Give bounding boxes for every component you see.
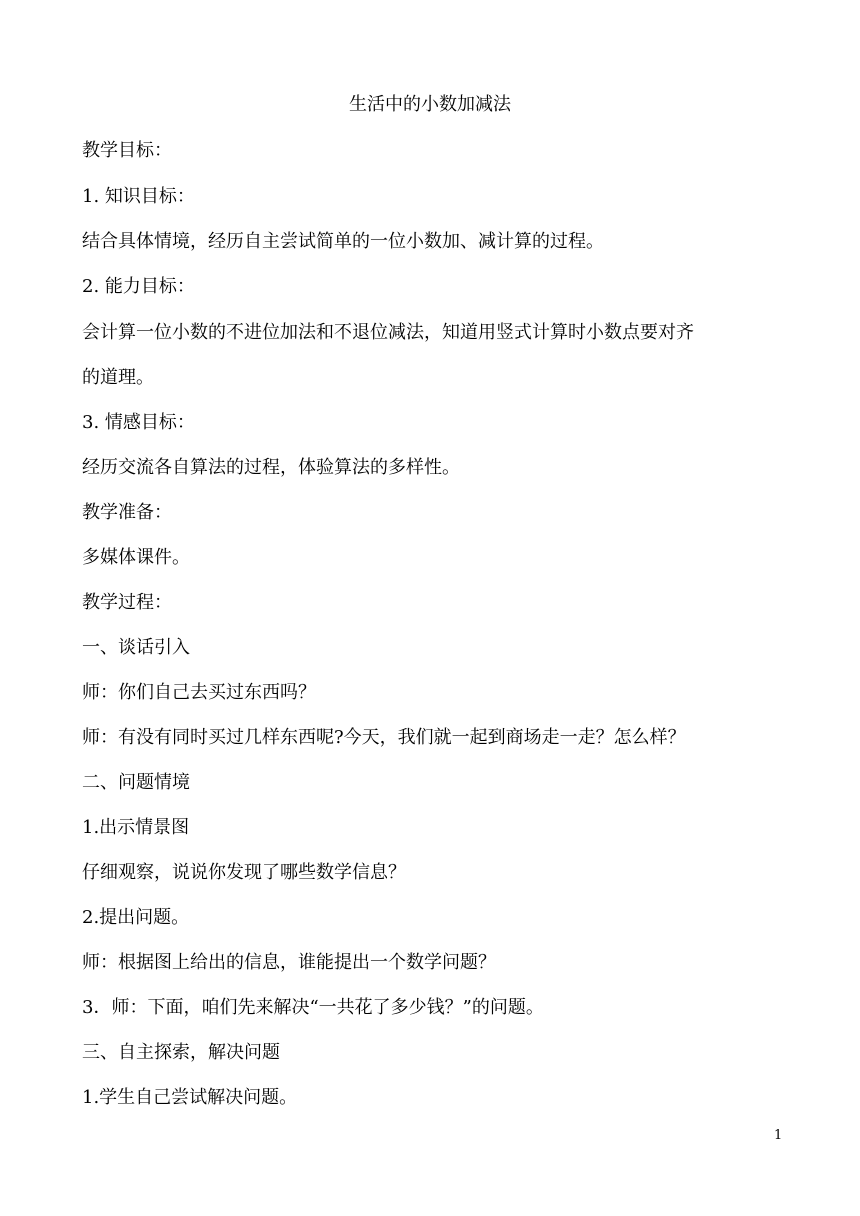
text-line: 师：有没有同时买过几样东西呢?今天，我们就一起到商场走一走？怎么样？ <box>82 727 686 748</box>
text-line: 三、自主探索，解决问题 <box>82 1042 280 1063</box>
text-line: 1.学生自己尝试解决问题。 <box>82 1087 298 1108</box>
document-title: 生活中的小数加减法 <box>349 94 511 115</box>
text-line: 的道理。 <box>82 367 154 388</box>
text-line: 2.提出问题。 <box>82 907 190 928</box>
text-line: 仔细观察，说说你发现了哪些数学信息？ <box>82 862 406 883</box>
text-line: 1. 知识目标： <box>82 186 195 207</box>
text-line: 教学目标： <box>82 140 172 161</box>
text-line: 1.出示情景图 <box>82 817 190 838</box>
text-line: 会计算一位小数的不进位加法和不退位减法，知道用竖式计算时小数点要对齐 <box>82 322 694 343</box>
text-line: 师：你们自己去买过东西吗？ <box>82 682 316 703</box>
text-line: 3．师：下面，咱们先来解决“一共花了多少钱？”的问题。 <box>82 997 544 1018</box>
page-number: 1 <box>774 1128 783 1143</box>
text-line: 3. 情感目标： <box>82 412 195 433</box>
text-line: 一、谈话引入 <box>82 637 190 658</box>
text-line: 多媒体课件。 <box>82 547 190 568</box>
text-line: 师：根据图上给出的信息，谁能提出一个数学问题？ <box>82 952 496 973</box>
text-line: 结合具体情境，经历自主尝试简单的一位小数加、减计算的过程。 <box>82 231 604 252</box>
text-line: 2. 能力目标： <box>82 276 195 297</box>
text-line: 教学准备： <box>82 502 172 523</box>
text-line: 教学过程： <box>82 592 172 613</box>
text-line: 二、问题情境 <box>82 772 190 793</box>
text-line: 经历交流各自算法的过程，体验算法的多样性。 <box>82 457 460 478</box>
